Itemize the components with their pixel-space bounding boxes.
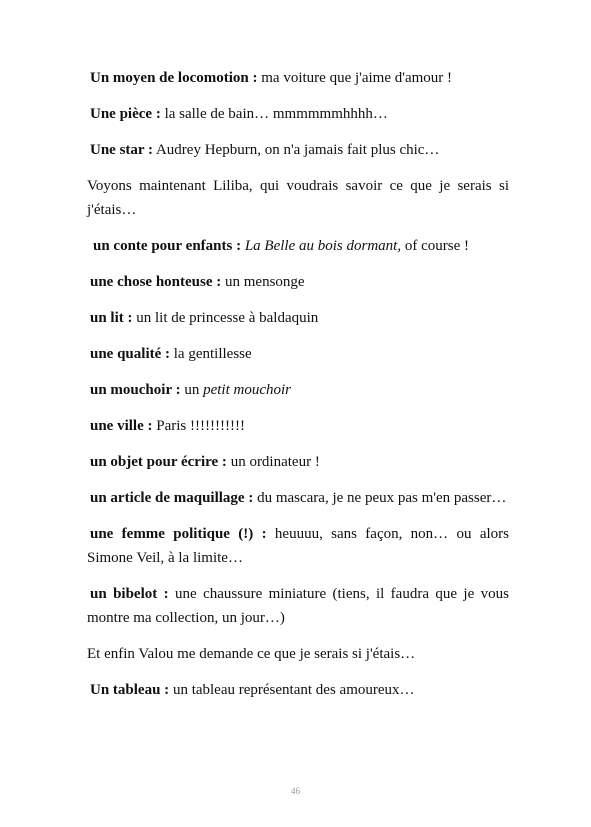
- entry-femme-politique: [87, 522, 509, 570]
- entry-ville: [87, 414, 509, 438]
- entry-italic-text: petit mouchoir: [203, 382, 291, 398]
- page-number: 46: [291, 786, 300, 796]
- intro-valou: Et enfin Valou me demande ce que je serais si j'étais…: [87, 646, 416, 662]
- entry-text: un lit de princesse à baldaquin: [132, 310, 319, 326]
- entry-label: un article de maquillage :: [90, 490, 254, 506]
- entry-locomotion: [87, 66, 509, 90]
- entry-label: un objet pour écrire :: [90, 454, 227, 470]
- entry-text: Paris !!!!!!!!!!!: [152, 418, 245, 434]
- entry-tableau: [87, 678, 509, 702]
- entry-maquillage: [87, 486, 509, 510]
- entry-text: la gentillesse: [170, 346, 252, 362]
- entry-qualite: [87, 342, 509, 366]
- entry-text: heuuuu, sans façon, non… ou alors Simone Veil, à la limite…: [87, 526, 509, 566]
- entry-label: un lit :: [90, 310, 133, 326]
- entry-label: Un tableau :: [90, 682, 170, 698]
- entry-chose-honteuse: [87, 270, 509, 294]
- entry-text: un tableau représentant des amoureux…: [169, 682, 415, 698]
- entry-label: une qualité :: [90, 346, 171, 362]
- entry-italic-title: La Belle au bois dormant,: [244, 238, 402, 254]
- entry-text: un ordinateur !: [226, 454, 320, 470]
- entry-objet-ecrire: [87, 450, 509, 474]
- entry-text: ma voiture que j'aime d'amour !: [257, 70, 453, 86]
- entry-label: un conte pour enfants :: [93, 238, 242, 254]
- entry-lit: [87, 306, 509, 330]
- entry-text-after: of course !: [401, 238, 469, 254]
- entry-text: du mascara, je ne peux pas m'en passer…: [253, 490, 507, 506]
- entry-text: un mensonge: [221, 274, 305, 290]
- entry-label: un bibelot :: [90, 586, 169, 602]
- entry-text: Audrey Hepburn, on n'a jamais fait plus chic…: [153, 142, 440, 158]
- entry-label: Une pièce :: [90, 106, 161, 122]
- entry-label: une femme politique (!) :: [90, 526, 267, 542]
- entry-label: une ville :: [90, 418, 153, 434]
- entry-text-before: un: [180, 382, 204, 398]
- entry-conte: [87, 234, 509, 258]
- entry-mouchoir: [87, 378, 509, 402]
- entry-label: un mouchoir :: [90, 382, 181, 398]
- entry-piece: [87, 102, 509, 126]
- text-block: [87, 66, 509, 702]
- intro-liliba: Voyons maintenant Liliba, qui voudrais savoir ce que je serais si j'étais…: [87, 178, 509, 218]
- entry-bibelot: [87, 582, 509, 630]
- entry-text: la salle de bain… mmmmmmhhhh…: [160, 106, 388, 122]
- entry-star: [87, 138, 509, 162]
- entry-label: Un moyen de locomotion :: [90, 70, 258, 86]
- entry-text: une chaussure miniature (tiens, il faudra que je vous montre ma collection, un jour…): [87, 586, 509, 626]
- entry-label: une chose honteuse :: [90, 274, 222, 290]
- entry-label: Une star :: [90, 142, 154, 158]
